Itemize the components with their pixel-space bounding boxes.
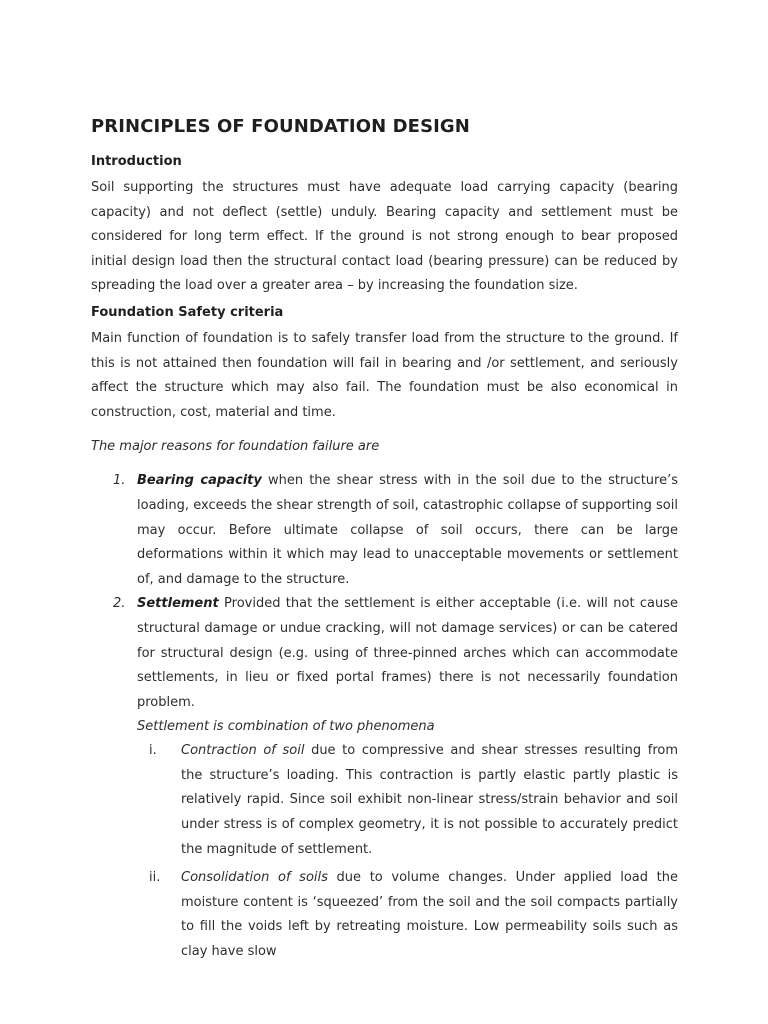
list-item — [137, 739, 678, 862]
failure-reasons-lead: The major reasons for foundation failure are — [91, 439, 380, 455]
list-item-number: 2. — [113, 596, 126, 612]
settlement-phenomena-lead: Settlement is combination of two phenomena — [137, 719, 435, 735]
list-item — [91, 469, 678, 592]
section-text-safety-criteria: Main function of foundation is to safely transfer load from the structure to the ground. If this is not attained then foundation will fail in bearing and /or settlement, and seriously affect the structure which may also fail. The foundation must be also economical in construction, cost, material and time. — [91, 330, 678, 420]
list-item-number: 1. — [113, 473, 126, 489]
list-item-text: when the shear stress with in the soil due to the structure’s loading, exceeds the shear strength of soil, catastrophic collapse of supporting soil may occur. Before ultimate collapse of soil occurs, there can be large deformations within it which may lead to unacceptable movements or settlement of, and damage to the structure. — [137, 473, 679, 587]
failure-reasons-list — [91, 469, 678, 964]
section-heading-introduction: Introduction — [91, 154, 182, 169]
section-heading-safety-criteria: Foundation Safety criteria — [91, 304, 284, 320]
list-item-term: Settlement — [137, 596, 219, 612]
list-item-term: Consolidation of soils — [181, 870, 328, 886]
list-item-text: due to compressive and shear stresses resulting from the structure’s loading. This contraction is partly elastic partly plastic is relatively rapid. Since soil exhibit non-linear stress/strain behavior and soil under stress is of complex geometry, it is not possible to accurately predict the magnitude of settlement. — [181, 743, 678, 857]
list-item — [137, 866, 678, 964]
list-item-number: i. — [149, 743, 157, 759]
list-item-text: due to volume changes. Under applied load the moisture content is ‘squeezed’ from the soil and the soil compacts partially to fill the voids left by retreating moisture. Low permeability soils such as clay have slow — [181, 870, 678, 960]
document-title: PRINCIPLES OF FOUNDATION DESIGN — [91, 116, 470, 137]
list-item — [91, 592, 678, 964]
settlement-phenomena-list — [137, 739, 678, 964]
list-item-text: Provided that the settlement is either acceptable (i.e. will not cause structural damage or undue cracking, will not damage services) or can be catered for structural design (e.g. using of three-pinned arches which can accommodate settlements, in lieu or fixed portal frames) there is not necessarily foundation problem. — [137, 596, 678, 710]
document-body — [91, 114, 678, 969]
list-item-term: Contraction of soil — [181, 743, 305, 759]
list-item-number: ii. — [149, 870, 161, 886]
list-item-term: Bearing capacity — [137, 473, 262, 489]
section-text-introduction: Soil supporting the structures must have adequate load carrying capacity (bearing capacity) and not deflect (settle) unduly. Bearing capacity and settlement must be considered for long term effect. If the ground is not strong enough to bear proposed initial design load then the structural contact load (bearing pressure) can be reduced by spreading the load over a greater area – by increasing the foundation size. — [91, 180, 678, 294]
